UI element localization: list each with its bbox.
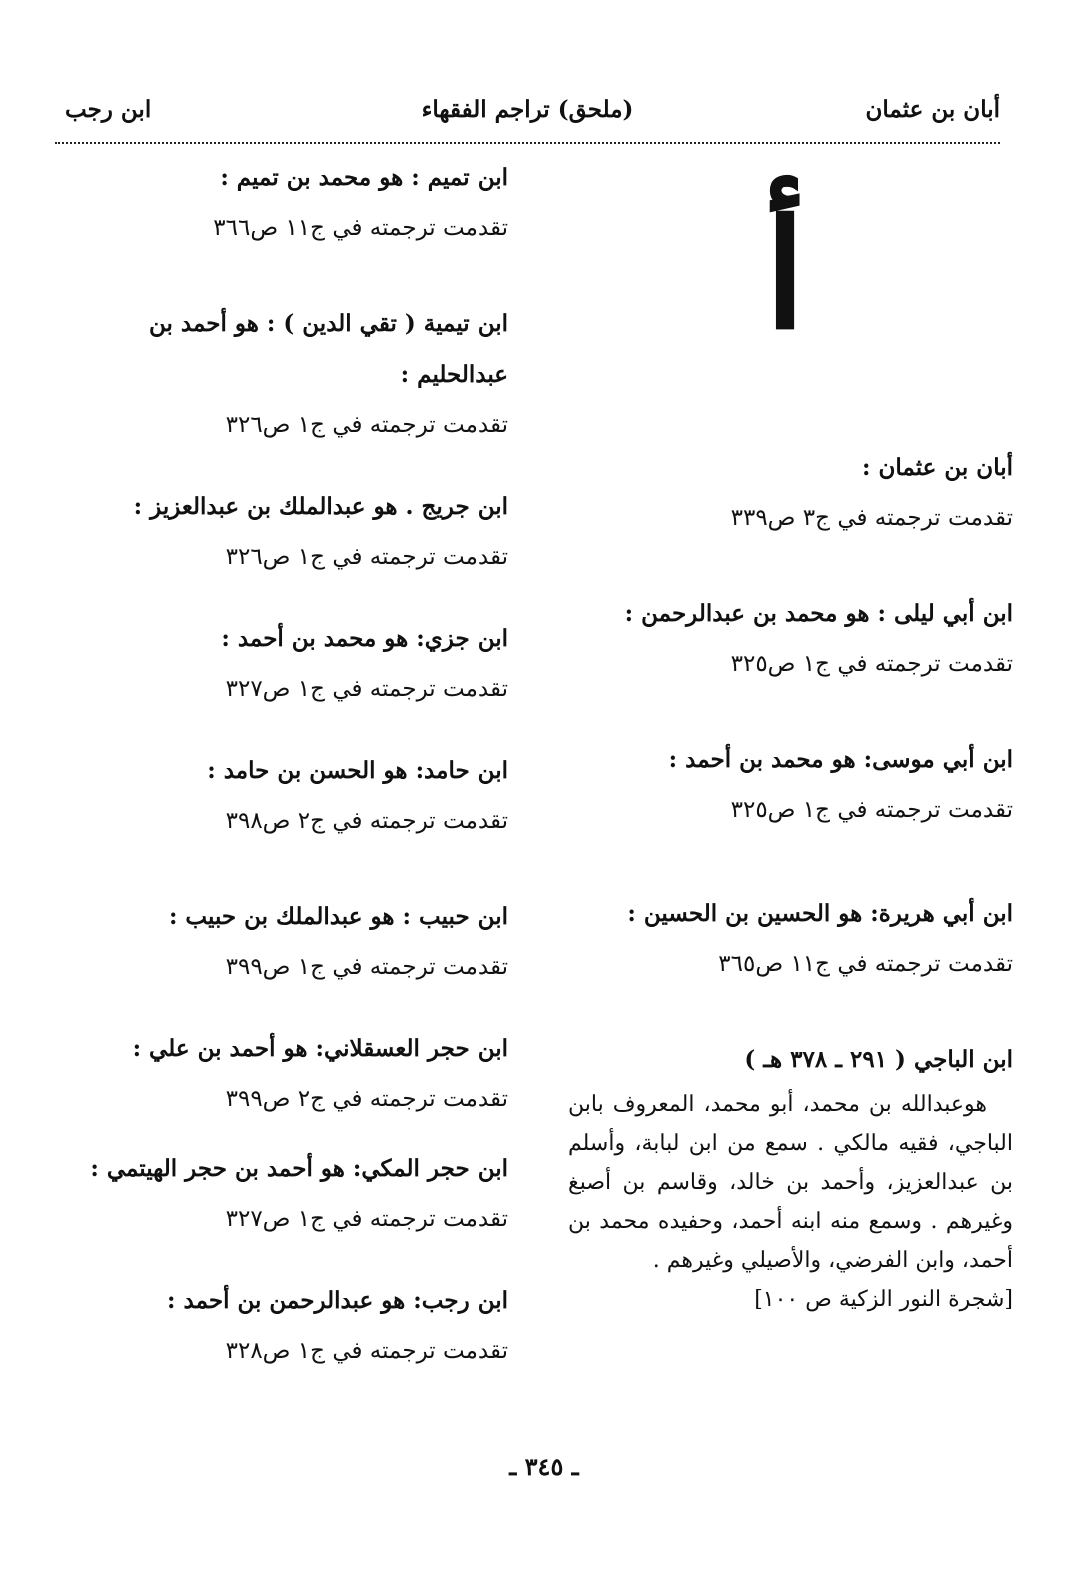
left-column (53, 152, 508, 1377)
entry-ibn-hajar-al-makki (53, 1143, 508, 1245)
entry-reference: تقدمت ترجمته في ج١ ص٣٢٥ (730, 797, 1013, 823)
entry-ibn-abi-hurayra (568, 888, 1013, 990)
entry-ibn-jurayj (53, 481, 508, 583)
entry-biography: هوعبدالله بن محمد، أبو محمد، المعروف بابن الباجي، فقيه مالكي . سمع من ابن لبابة، وأسلم بن عبدالعزيز، وأحمد بن خالد، وقاسم بن أصبغ وغيرهم . وسمع منه ابنه أحمد، وحفيده محمد بن أحمد، وابن الفرضي، والأصيلي وغيرهم . (568, 1092, 1013, 1273)
page-number: ـ ٣٤٥ ـ (509, 1452, 579, 1481)
entry-reference: تقدمت ترجمته في ج١١ ص٣٦٦ (213, 215, 508, 241)
entry-heading: ابن تيمية ( تقي الدين ) : هو أحمد بن عبدالحليم : (148, 310, 508, 388)
entry-reference: تقدمت ترجمته في ج١ ص٣٢٨ (225, 1338, 508, 1364)
header-entry-first: أبان بن عثمان (865, 96, 1000, 123)
entry-heading: ابن تميم : هو محمد بن تميم : (220, 164, 508, 191)
entry-reference: تقدمت ترجمته في ج١ ص٣٩٩ (225, 954, 508, 980)
entry-ibn-hamid (53, 745, 508, 847)
entry-reference: تقدمت ترجمته في ج١ ص٣٢٦ (225, 412, 508, 438)
section-letter: أ (764, 187, 806, 363)
entry-reference: تقدمت ترجمته في ج٢ ص٣٩٨ (225, 808, 508, 834)
entry-heading: ابن أبي موسى: هو محمد بن أحمد : (668, 746, 1013, 773)
entry-heading: ابن حجر المكي: هو أحمد بن حجر الهيتمي : (90, 1155, 508, 1182)
entry-reference: تقدمت ترجمته في ج١ ص٣٢٦ (225, 544, 508, 570)
entry-aban-bin-uthman (568, 442, 1013, 544)
entry-reference: تقدمت ترجمته في ج٢ ص٣٩٩ (225, 1086, 508, 1112)
entry-ibn-juzayy (53, 613, 508, 715)
entry-heading: ابن حامد: هو الحسن بن حامد : (207, 757, 508, 784)
entry-heading: ابن جريج . هو عبدالملك بن عبدالعزيز : (133, 493, 508, 520)
entry-source: [شجرة النور الزكية ص ١٠٠] (754, 1287, 1013, 1312)
entry-reference: تقدمت ترجمته في ج١١ ص٣٦٥ (718, 951, 1013, 977)
entry-ibn-rajab (53, 1275, 508, 1377)
entry-ibn-al-baji (568, 1034, 1013, 1320)
entry-reference: تقدمت ترجمته في ج١ ص٣٢٥ (730, 651, 1013, 677)
entry-ibn-abi-musa (568, 734, 1013, 836)
entry-reference: تقدمت ترجمته في ج٣ ص٣٣٩ (730, 505, 1013, 531)
entry-ibn-habib (53, 891, 508, 993)
entry-reference: تقدمت ترجمته في ج١ ص٣٢٧ (225, 1206, 508, 1232)
entry-heading: ابن جزي: هو محمد بن أحمد : (221, 625, 508, 652)
entry-reference: تقدمت ترجمته في ج١ ص٣٢٧ (225, 676, 508, 702)
entry-ibn-taymiyya (53, 298, 508, 451)
entry-heading: ابن أبي هريرة: هو الحسين بن الحسين : (627, 900, 1013, 927)
entry-heading: ابن حبيب : هو عبدالملك بن حبيب : (168, 903, 508, 930)
entry-heading: ابن حجر العسقلاني: هو أحمد بن علي : (132, 1035, 508, 1062)
header-entry-last: ابن رجب (65, 96, 152, 123)
entry-ibn-hajar-al-asqalani (53, 1023, 508, 1125)
running-header (55, 92, 1000, 144)
header-section-title: (ملحق) تراجم الفقهاء (421, 96, 634, 123)
entry-heading: ابن الباجي ( ٢٩١ ـ ٣٧٨ هـ ) (744, 1046, 1013, 1073)
entry-heading: ابن أبي ليلى : هو محمد بن عبدالرحمن : (624, 600, 1013, 627)
entry-ibn-abi-layla (568, 588, 1013, 690)
entry-heading: أبان بن عثمان : (862, 454, 1013, 481)
entry-heading: ابن رجب: هو عبدالرحمن بن أحمد : (167, 1287, 508, 1314)
entry-ibn-tamim (53, 152, 508, 254)
right-column (568, 442, 1013, 1320)
